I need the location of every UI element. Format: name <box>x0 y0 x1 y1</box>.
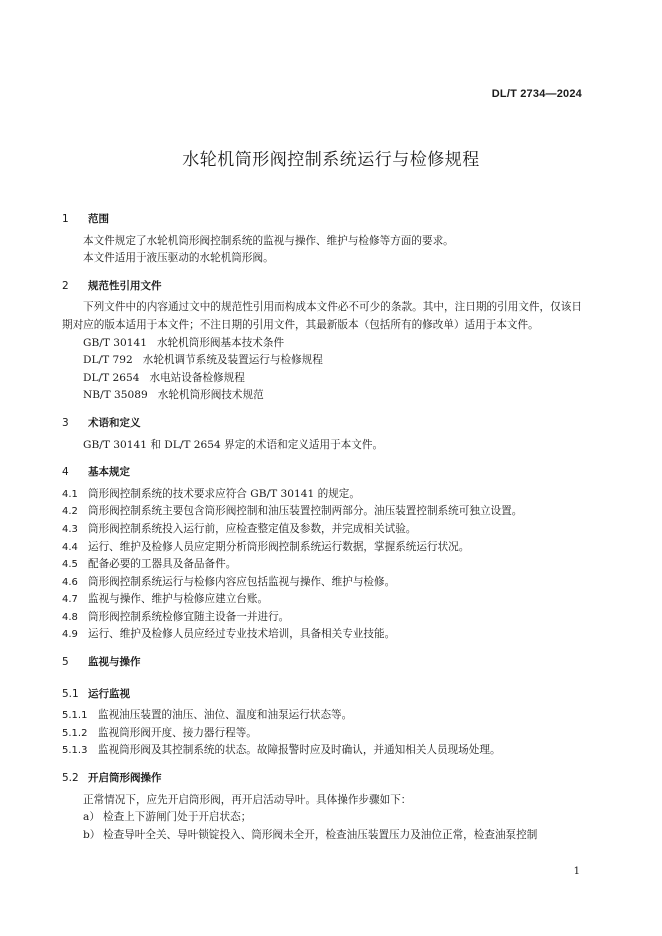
list-item <box>83 827 582 845</box>
clause-text: 监视筒形阀及其控制系统的状态。故障报警时应及时确认，并通知相关人员现场处理。 <box>98 744 501 757</box>
reference-code: NB/T 35089 <box>83 389 148 402</box>
clause-text: 筒形阀控制系统投入运行前，应检查整定值及参数，并完成相关试验。 <box>88 522 417 535</box>
clause-number: 4.6 <box>62 576 78 588</box>
clause-number: 4.9 <box>62 629 78 641</box>
list-marker: b） <box>83 828 101 841</box>
reference-name: 水轮机筒形阀基本技术条件 <box>156 336 285 349</box>
reference-name: 水轮机筒形阀技术规范 <box>157 389 264 402</box>
document-title: 水轮机筒形阀控制系统运行与检修规程 <box>182 150 480 170</box>
reference-item <box>83 387 582 405</box>
section-heading-5 <box>62 654 582 672</box>
paragraph: 本文件规定了水轮机筒形阀控制系统的监视与操作、维护与检修等方面的要求。 <box>83 234 454 247</box>
subsection-heading-5-2 <box>62 770 582 788</box>
clause-number: 4.7 <box>62 594 78 606</box>
clause-number: 4.4 <box>62 541 78 553</box>
subsection-title: 开启筒形阀操作 <box>88 772 162 785</box>
section-number: 4 <box>62 466 69 479</box>
clause-number: 5.1.3 <box>62 745 88 757</box>
clause-item <box>62 707 582 725</box>
section-title: 基本规定 <box>88 466 130 479</box>
clause-number: 4.1 <box>62 488 78 500</box>
section-heading-3 <box>62 415 582 433</box>
subsection-number: 5.2 <box>62 772 79 785</box>
clause-item <box>62 574 582 592</box>
clause-item <box>62 742 582 760</box>
clause-text: 筒形阀控制系统检修宜随主设备一并进行。 <box>88 610 290 623</box>
clause-number: 4.3 <box>62 523 78 535</box>
reference-code: DL/T 792 <box>83 354 133 367</box>
clause-number: 4.5 <box>62 559 78 571</box>
section-title: 规范性引用文件 <box>88 279 162 292</box>
clause-number: 5.1.1 <box>62 710 88 722</box>
section-number: 3 <box>62 416 69 429</box>
reference-item <box>83 335 582 353</box>
clause-text: 运行、维护及检修人员应经过专业技术培训，具备相关专业技能。 <box>88 628 396 641</box>
section-heading-4 <box>62 464 582 482</box>
paragraph: GB/T 30141 和 DL/T 2654 界定的术语和定义适用于本文件。 <box>83 438 384 451</box>
reference-code: GB/T 30141 <box>83 336 147 349</box>
section-heading-1 <box>62 211 582 229</box>
document-body <box>62 205 582 844</box>
clause-text: 配备必要的工器具及备品备件。 <box>88 558 237 571</box>
reference-item <box>83 352 582 370</box>
clause-text: 筒形阀控制系统运行与检修内容应包括监视与操作、维护与检修。 <box>88 575 396 588</box>
section-heading-2 <box>62 278 582 296</box>
clause-text: 监视筒形阀开度、接力器行程等。 <box>98 726 257 739</box>
reference-code: DL/T 2654 <box>83 371 140 384</box>
clause-text: 筒形阀控制系统主要包含筒形阀控制和油压装置控制两部分。油压装置控制系统可独立设置。 <box>88 505 523 518</box>
clause-number: 5.1.2 <box>62 727 88 739</box>
section-number: 1 <box>62 213 69 225</box>
clause-item <box>62 609 582 627</box>
document-code: DL/T 2734—2024 <box>491 88 582 100</box>
clause-item <box>62 521 582 539</box>
clause-number: 4.8 <box>62 611 78 623</box>
subsection-title: 运行监视 <box>88 687 130 700</box>
subsection-number: 5.1 <box>62 687 79 700</box>
paragraph: 下列文件中的内容通过文中的规范性引用而构成本文件必不可少的条款。其中，注日期的引用文件，仅该日期对应的版本适用于本文件；不注日期的引用文件，其最新版本（包括所有的修改单）适用于本文件。 <box>62 301 582 331</box>
clause-text: 监视油压装置的油压、油位、温度和油泵运行状态等。 <box>98 709 353 722</box>
clause-text: 监视与操作、维护与检修应建立台账。 <box>88 593 269 606</box>
section-number: 5 <box>62 656 69 669</box>
paragraph: 正常情况下，应先开启筒形阀，再开启活动导叶。具体操作步骤如下： <box>83 793 412 806</box>
reference-name: 水电站设备检修规程 <box>149 371 245 384</box>
section-title: 范围 <box>88 213 109 225</box>
reference-name: 水轮机调节系统及装置运行与检修规程 <box>142 354 323 367</box>
section-number: 2 <box>62 279 69 292</box>
clause-item <box>62 626 582 644</box>
reference-item <box>83 370 582 388</box>
clause-text: 筒形阀控制系统的技术要求应符合 GB/T 30141 的规定。 <box>88 487 360 500</box>
paragraph: 本文件适用于液压驱动的水轮机筒形阀。 <box>83 252 274 265</box>
clause-number: 4.2 <box>62 506 78 518</box>
clause-item <box>62 503 582 521</box>
list-item <box>83 809 582 827</box>
clause-item <box>62 725 582 743</box>
section-title: 术语和定义 <box>88 416 141 429</box>
list-marker: a） <box>83 811 100 824</box>
clause-text: 运行、维护及检修人员应定期分析筒形阀控制系统运行数据，掌握系统运行状况。 <box>88 540 470 553</box>
subsection-heading-5-1 <box>62 686 582 704</box>
clause-item <box>62 591 582 609</box>
clause-item <box>62 486 582 504</box>
section-title: 监视与操作 <box>88 656 141 669</box>
clause-item <box>62 556 582 574</box>
clause-item <box>62 539 582 557</box>
page-number: 1 <box>573 866 580 877</box>
list-text: 检查导叶全关、导叶锁锭投入、筒形阀未全开，检查油压装置压力及油位正常，检查油泵控制 <box>103 828 538 841</box>
list-text: 检查上下游闸门处于开启状态； <box>103 811 252 824</box>
